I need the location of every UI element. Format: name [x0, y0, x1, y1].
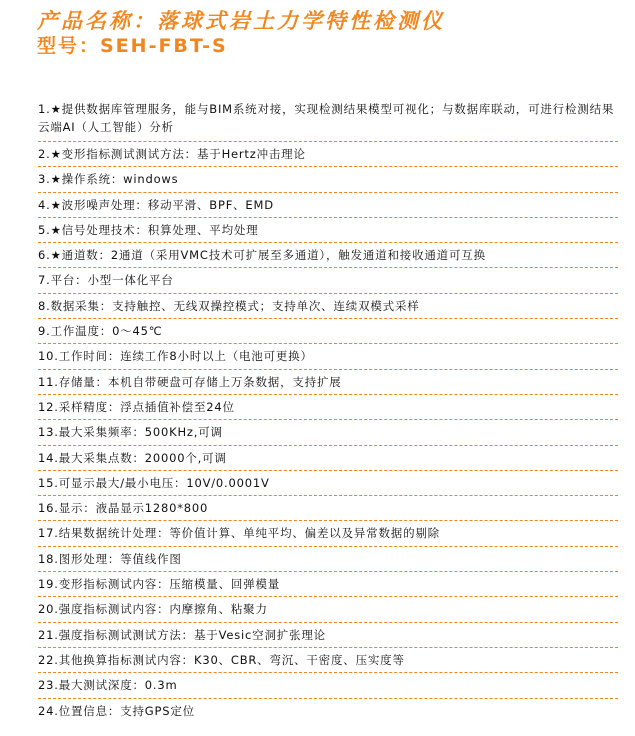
- spec-item-5: 5.★信号处理技术：积算处理、平均处理: [38, 218, 618, 243]
- spec-item-22: 22.其他换算指标测试内容：K30、CBR、弯沉、干密度、压实度等: [38, 648, 618, 673]
- spec-item-10: 10.工作时间：连续工作8小时以上（电池可更换）: [38, 344, 618, 369]
- spec-item-12: 12.采样精度：浮点插值补偿至24位: [38, 395, 618, 420]
- spec-item-17: 17.结果数据统计处理：等价值计算、单纯平均、偏差以及异常数据的剔除: [38, 521, 618, 546]
- spec-item-11: 11.存储量：本机自带硬盘可存储上万条数据，支持扩展: [38, 370, 618, 395]
- spec-item-16: 16.显示：液晶显示1280*800: [38, 496, 618, 521]
- product-model: 型号：SEH-FBT-S: [37, 35, 228, 57]
- spec-item-6: 6.★通道数：2通道（采用VMC技术可扩展至多通道），触发通道和接收通道可互换: [38, 243, 618, 268]
- spec-item-7: 7.平台：小型一体化平台: [38, 268, 618, 293]
- spec-item-18: 18.图形处理：等值线作图: [38, 547, 618, 572]
- spec-item-24: 24.位置信息：支持GPS定位: [38, 703, 195, 718]
- spec-item-13: 13.最大采集频率：500KHz,可调: [38, 420, 618, 445]
- spec-item-23: 23.最大测试深度：0.3m: [38, 673, 618, 698]
- spec-item-1: 1.★提供数据库管理服务，能与BIM系统对接，实现检测结果模型可视化；与数据库联动，可进行检测结果云端AI（人工智能）分析: [38, 97, 618, 142]
- spec-item-8: 8.数据采集：支持触控、无线双操控模式；支持单次、连续双模式采样: [38, 294, 618, 319]
- product-title: 产品名称：落球式岩土力学特性检测仪: [37, 9, 445, 33]
- spec-item-2: 2.★变形指标测试测试方法：基于Hertz冲击理论: [38, 142, 618, 167]
- product-header: [37, 8, 445, 58]
- spec-item-4: 4.★波形噪声处理：移动平滑、BPF、EMD: [38, 193, 618, 218]
- spec-item-20: 20.强度指标测试内容：内摩擦角、粘聚力: [38, 597, 618, 622]
- spec-item-9: 9.工作温度：0～45℃: [38, 319, 618, 344]
- spec-list: [38, 97, 618, 724]
- spec-item-14: 14.最大采集点数：20000个,可调: [38, 446, 618, 471]
- spec-item-3: 3.★操作系统：windows: [38, 167, 618, 192]
- spec-item-21: 21.强度指标测试测试方法：基于Vesic空洞扩张理论: [38, 623, 618, 648]
- spec-item-15: 15.可显示最大/最小电压：10V/0.0001V: [38, 471, 618, 496]
- spec-item-19: 19.变形指标测试内容：压缩模量、回弹模量: [38, 572, 618, 597]
